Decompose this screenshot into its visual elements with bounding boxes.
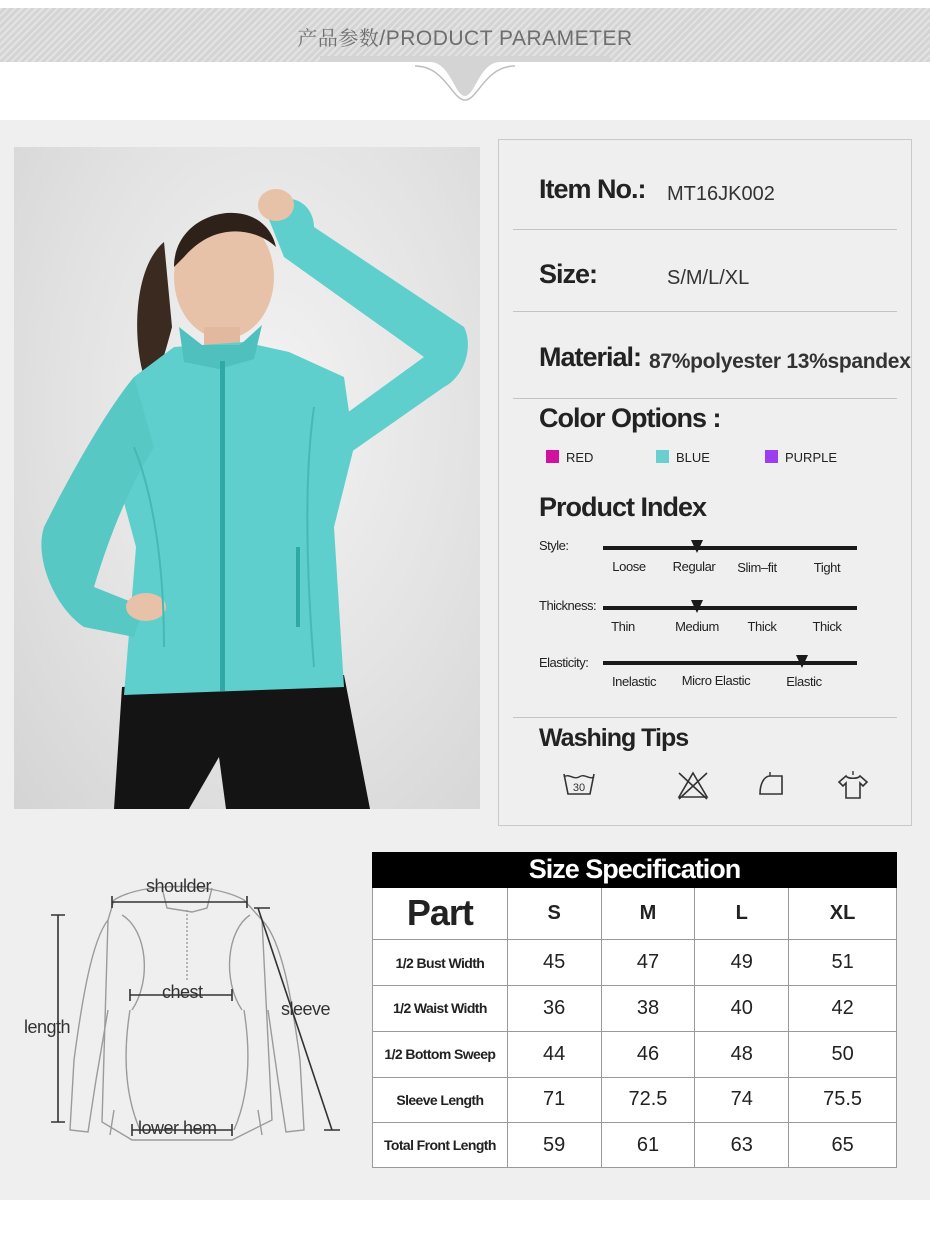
table-row [373,986,897,1032]
cell: 40 [695,986,789,1032]
size-header-s: S [507,887,601,940]
garment-sketch [22,860,352,1160]
wash-30-icon [562,770,596,798]
cell: 71 [507,1077,601,1123]
cell: 59 [507,1123,601,1168]
row-label: Total Front Length [373,1123,508,1168]
row-label: 1/2 Bottom Sweep [373,1031,508,1077]
label-sleeve: sleeve [281,999,331,1019]
page-title-cn: 产品参数 [297,26,380,50]
row-label: 1/2 Bust Width [373,940,508,986]
material-label: Material: [539,342,642,372]
model-illustration [14,147,480,809]
style-label: Style: [539,538,569,553]
size-header-m: M [601,887,695,940]
separator [513,311,897,312]
cell: 74 [695,1077,789,1123]
label-lower-hem: lower hem [138,1118,217,1138]
cell: 47 [601,940,695,986]
cell: 63 [695,1123,789,1168]
elasticity-option: Elastic [786,674,822,689]
wash-temp: 30 [572,782,586,794]
cell: 36 [507,986,601,1032]
swatch-blue-label: BLUE [676,450,710,465]
cell: 65 [789,1123,897,1168]
item-no-value: MT16JK002 [667,183,775,205]
cell: 46 [601,1031,695,1077]
cell: 45 [507,940,601,986]
size-table-title: Size Specification [373,853,897,888]
size-header-l: L [695,887,789,940]
header-notch [320,56,610,102]
row-label: Sleeve Length [373,1077,508,1123]
style-option: Tight [813,560,841,575]
table-row [373,1123,897,1168]
swatch-red [546,450,559,463]
cell: 50 [789,1031,897,1077]
product-photo [14,147,480,809]
swatch-blue [656,450,669,463]
cell: 61 [601,1123,695,1168]
page-title [0,22,930,51]
size-specification-table [372,852,897,1168]
table-row [373,940,897,986]
separator [513,717,897,718]
swatch-purple-label: PURPLE [785,450,838,465]
elasticity-option: Inelastic [611,674,657,689]
cell: 38 [601,986,695,1032]
size-label: Size: [539,259,598,289]
swatch-purple [765,450,778,463]
elasticity-label: Elasticity: [539,655,589,670]
table-row [373,1031,897,1077]
thickness-marker [691,600,703,613]
cell: 44 [507,1031,601,1077]
separator [513,398,897,399]
elasticity-option: Micro Elastic [681,673,751,688]
header [0,0,930,120]
elasticity-scale [603,661,857,665]
separator [513,229,897,230]
elasticity-marker [796,655,808,668]
part-header: Part [373,887,508,940]
iron-icon [756,770,786,798]
style-option: Slim–fit [737,560,777,575]
style-marker [691,540,703,553]
product-index-label: Product Index [539,492,707,522]
cell: 72.5 [601,1077,695,1123]
table-row [373,1077,897,1123]
label-shoulder: shoulder [146,876,212,896]
cell: 48 [695,1031,789,1077]
thickness-option: Thick [812,619,842,634]
product-info-panel [498,139,912,826]
color-options-label: Color Options : [539,403,721,433]
row-label: 1/2 Waist Width [373,986,508,1032]
label-chest: chest [162,982,203,1002]
cell: 42 [789,986,897,1032]
thickness-option: Thick [747,619,777,634]
thickness-option: Thin [611,619,635,634]
thickness-scale [603,606,857,610]
label-length: length [24,1017,71,1037]
cell: 49 [695,940,789,986]
size-header-xl: XL [789,887,897,940]
hang-dry-icon [836,770,870,800]
page-title-en: /PRODUCT PARAMETER [379,27,633,50]
cell: 75.5 [789,1077,897,1123]
cell: 51 [789,940,897,986]
washing-tips-label: Washing Tips [539,724,689,752]
style-scale [603,546,857,550]
thickness-label: Thickness: [539,598,597,613]
item-no-label: Item No.: [539,174,646,204]
style-option: Loose [612,559,646,574]
style-option: Regular [672,559,716,574]
thickness-option: Medium [675,619,719,634]
material-value: 87%polyester 13%spandex [649,350,911,373]
no-bleach-icon [676,770,710,800]
swatch-red-label: RED [566,450,594,465]
size-value: S/M/L/XL [667,267,750,289]
